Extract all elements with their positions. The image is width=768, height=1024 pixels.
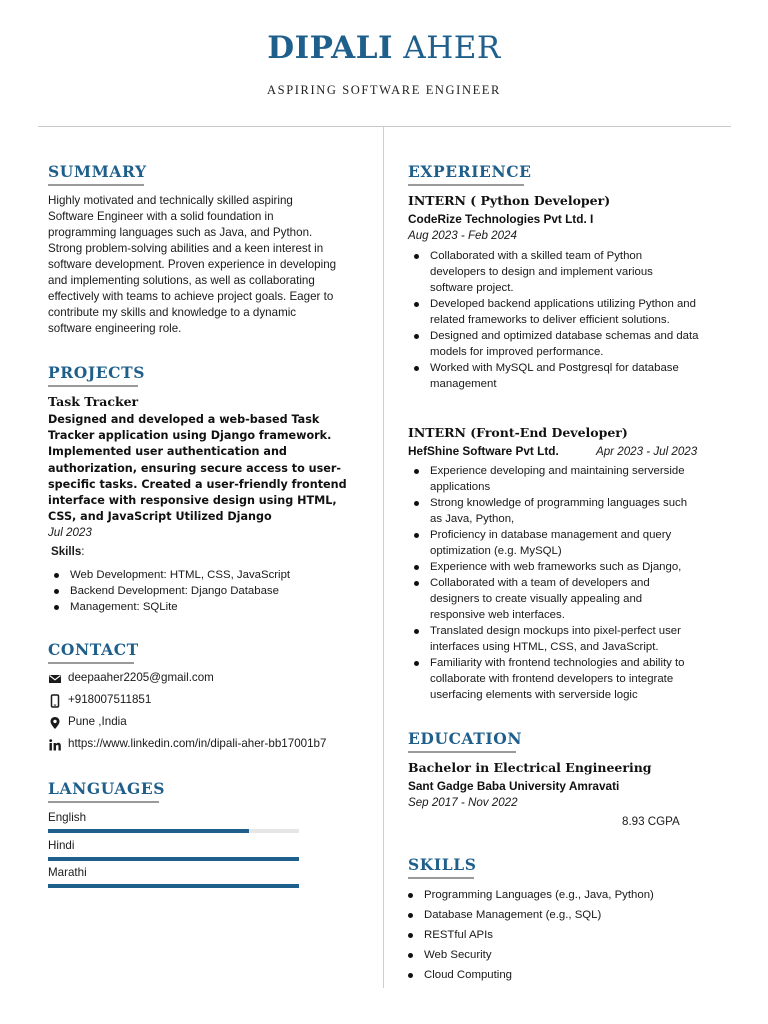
job-bullet-item <box>408 575 734 623</box>
job-bullet-line: related frameworks to deliver efficient solutions. <box>430 314 670 326</box>
languages-underline <box>48 801 159 803</box>
job-bullet-line: applications <box>430 481 491 493</box>
phone-icon <box>48 694 62 708</box>
job-bullet-line: Proficiency in database management and query <box>430 529 672 541</box>
summary-line: and implementing solutions, as well as collaborating <box>48 274 315 287</box>
contact-underline <box>48 662 134 664</box>
project-description-line: authorization, ensuring secure access to user- <box>48 461 342 475</box>
skill-text: Programming Languages (e.g., Java, Python) <box>424 889 654 901</box>
bullet-icon <box>408 973 413 978</box>
project-skills-label <box>51 545 85 558</box>
job-bullet-item <box>408 559 734 575</box>
language-name: Hindi <box>48 839 75 852</box>
summary-line: Strong problem-solving abilities and a keen interest in <box>48 242 324 255</box>
job-bullet-line: developers to design and implement various <box>430 266 653 278</box>
project-description-line: specific tasks. Created a user-friendly frontend <box>48 477 347 491</box>
job-bullet-list <box>408 463 734 703</box>
job-bullet-item <box>408 495 734 527</box>
contact-heading: CONTACT <box>48 640 139 659</box>
project-skills-list <box>48 567 368 615</box>
project-skill-text: Management: SQLite <box>70 601 178 613</box>
column-divider <box>383 127 384 988</box>
skills-underline <box>408 877 474 879</box>
contact-location-row <box>48 715 368 731</box>
language-level-bar <box>48 884 299 888</box>
project-date: Jul 2023 <box>48 526 92 539</box>
language-level-bar <box>48 857 299 861</box>
job-bullet-line: collaborate with frontend developers to integrate <box>430 673 674 685</box>
bullet-icon <box>54 589 59 594</box>
bullet-icon <box>414 254 419 259</box>
bullet-icon <box>408 913 413 918</box>
job-bullet-item <box>408 655 734 703</box>
project-title: Task Tracker <box>48 394 139 409</box>
contact-phone-row[interactable] <box>48 693 368 709</box>
job-bullet-line: as Java, Python, <box>430 513 515 525</box>
bullet-icon <box>414 629 419 634</box>
job-bullet-line: Strong knowledge of programming languages such <box>430 497 688 509</box>
project-description-line: interface with responsive design using HTML, <box>48 494 337 508</box>
summary-line: software engineering role. <box>48 322 182 335</box>
location-pin-icon <box>48 716 62 730</box>
project-description-line: CSS, and JavaScript Utilized Django <box>48 510 272 524</box>
job-title: INTERN ( Python Developer) <box>408 193 611 208</box>
summary-line: programming languages such as Java, and Python. <box>48 226 313 239</box>
skill-item <box>402 947 728 963</box>
bullet-icon <box>414 565 419 570</box>
job-company: CodeRize Technologies Pvt Ltd. I <box>408 212 594 226</box>
job-bullet-line: Experience with web frameworks such as Django, <box>430 561 682 573</box>
language-level-bar <box>48 829 299 833</box>
job-bullet-item <box>408 296 734 328</box>
envelope-icon <box>48 672 62 686</box>
bullet-icon <box>414 302 419 307</box>
job-bullet-line: responsive web interfaces. <box>430 609 565 621</box>
job-bullet-line: Worked with MySQL and Postgresql for database <box>430 362 679 374</box>
education-underline <box>408 751 516 753</box>
skills-list <box>402 887 728 987</box>
summary-line: Software Engineer with a solid foundation in <box>48 210 274 223</box>
job-dates: Aug 2023 - Feb 2024 <box>408 229 517 242</box>
contact-location: Pune ,India <box>68 715 127 728</box>
language-level-fill <box>48 857 299 861</box>
language-name: Marathi <box>48 866 87 879</box>
job-bullet-item <box>408 360 734 392</box>
language-name: English <box>48 811 87 824</box>
job-bullet-item <box>408 527 734 559</box>
summary-heading: SUMMARY <box>48 162 147 181</box>
summary-line: effectively with teams to achieve project goals. Eager to <box>48 290 334 303</box>
bullet-icon <box>414 334 419 339</box>
skill-text: RESTful APIs <box>424 929 493 941</box>
job-bullet-list <box>408 248 734 392</box>
bullet-icon <box>54 573 59 578</box>
summary-text <box>48 193 368 337</box>
projects-underline <box>48 385 138 387</box>
job-bullet-line: Collaborated with a team of developers and <box>430 577 650 589</box>
contact-phone[interactable]: +918007511851 <box>68 693 152 706</box>
project-description <box>48 412 368 525</box>
education-degree: Bachelor in Electrical Engineering <box>408 760 652 775</box>
contact-email-row[interactable] <box>48 671 368 687</box>
resume-header <box>0 0 768 127</box>
bullet-icon <box>54 605 59 610</box>
summary-line: contribute my skills and knowledge to a dynamic <box>48 306 297 319</box>
contact-linkedin-link[interactable]: https://www.linkedin.com/in/dipali-aher-bb17001b7 <box>68 737 327 750</box>
project-skill-text: Backend Development: Django Database <box>70 585 279 597</box>
job-bullet-line: software project. <box>430 282 514 294</box>
last-name: AHER <box>403 30 501 66</box>
skill-text: Web Security <box>424 949 492 961</box>
job-bullet-line: management <box>430 378 497 390</box>
job-bullet-item <box>408 463 734 495</box>
project-description-line: Tracker application using Django framework. <box>48 429 332 443</box>
job-role: ASPIRING SOFTWARE ENGINEER <box>267 83 501 97</box>
project-skill-item <box>48 599 368 615</box>
contact-linkedin-row[interactable] <box>48 737 368 753</box>
experience-underline <box>408 184 524 186</box>
linkedin-icon <box>48 738 62 752</box>
job-bullet-line: Developed backend applications utilizing Python and <box>430 298 696 310</box>
job-company: HefShine Software Pvt Ltd. <box>408 444 559 458</box>
education-dates: Sep 2017 - Nov 2022 <box>408 796 518 809</box>
skills-heading: SKILLS <box>408 855 477 874</box>
job-dates: Apr 2023 - Jul 2023 <box>596 445 698 458</box>
job-bullet-line: optimization (e.g. MySQL) <box>430 545 562 557</box>
project-skill-item <box>48 583 368 599</box>
job-bullet-line: Translated design mockups into pixel-perfect user <box>430 625 681 637</box>
bullet-icon <box>414 501 419 506</box>
job-bullet-line: Designed and optimized database schemas and data <box>430 330 699 342</box>
job-bullet-line: models for improved performance. <box>430 346 604 358</box>
bullet-icon <box>414 533 419 538</box>
summary-line: Highly motivated and technically skilled aspiring <box>48 194 293 207</box>
bullet-icon <box>414 469 419 474</box>
project-skills-label-text: Skills <box>51 545 82 558</box>
job-title: INTERN (Front-End Developer) <box>408 425 628 440</box>
job-bullet-item <box>408 623 734 655</box>
education-school: Sant Gadge Baba University Amravati <box>408 779 620 793</box>
skill-item <box>402 887 728 903</box>
languages-heading: LANGUAGES <box>48 779 166 798</box>
job-bullet-line: Familiarity with frontend technologies and ability to <box>430 657 685 669</box>
first-name: DIPALI <box>267 30 394 66</box>
project-description-line: Implemented user authentication and <box>48 445 287 459</box>
contact-email[interactable]: deepaaher2205@gmail.com <box>68 671 214 684</box>
job-bullet-line: userfacing elements with serverside logic <box>430 689 638 701</box>
header-divider <box>38 126 731 127</box>
education-gpa: 8.93 CGPA <box>622 815 680 828</box>
experience-heading: EXPERIENCE <box>408 162 532 181</box>
summary-underline <box>48 184 144 186</box>
project-description-line: Designed and developed a web-based Task <box>48 413 320 426</box>
bullet-icon <box>414 366 419 371</box>
skill-item <box>402 967 728 983</box>
skill-item <box>402 907 728 923</box>
skill-text: Cloud Computing <box>424 969 513 981</box>
job-bullet-line: Experience developing and maintaining serverside <box>430 465 685 477</box>
bullet-icon <box>408 933 413 938</box>
job-bullet-line: Collaborated with a skilled team of Python <box>430 250 643 262</box>
project-skill-text: Web Development: HTML, CSS, JavaScript <box>70 569 291 581</box>
bullet-icon <box>414 581 419 586</box>
projects-heading: PROJECTS <box>48 363 146 382</box>
summary-line: software development. Proven experience in developing <box>48 258 337 271</box>
job-bullet-item <box>408 248 734 296</box>
language-level-fill <box>48 829 249 833</box>
candidate-name <box>0 30 768 66</box>
bullet-icon <box>408 893 413 898</box>
skill-item <box>402 927 728 943</box>
skill-text: Database Management (e.g., SQL) <box>424 909 602 921</box>
project-skill-item <box>48 567 368 583</box>
job-bullet-line: interfaces using HTML, CSS, and JavaScript. <box>430 641 659 653</box>
bullet-icon <box>414 661 419 666</box>
education-heading: EDUCATION <box>408 729 523 748</box>
language-level-fill <box>48 884 299 888</box>
project-skills-colon: : <box>81 545 85 558</box>
bullet-icon <box>408 953 413 958</box>
job-bullet-line: designers to create visually appealing and <box>430 593 643 605</box>
job-bullet-item <box>408 328 734 360</box>
